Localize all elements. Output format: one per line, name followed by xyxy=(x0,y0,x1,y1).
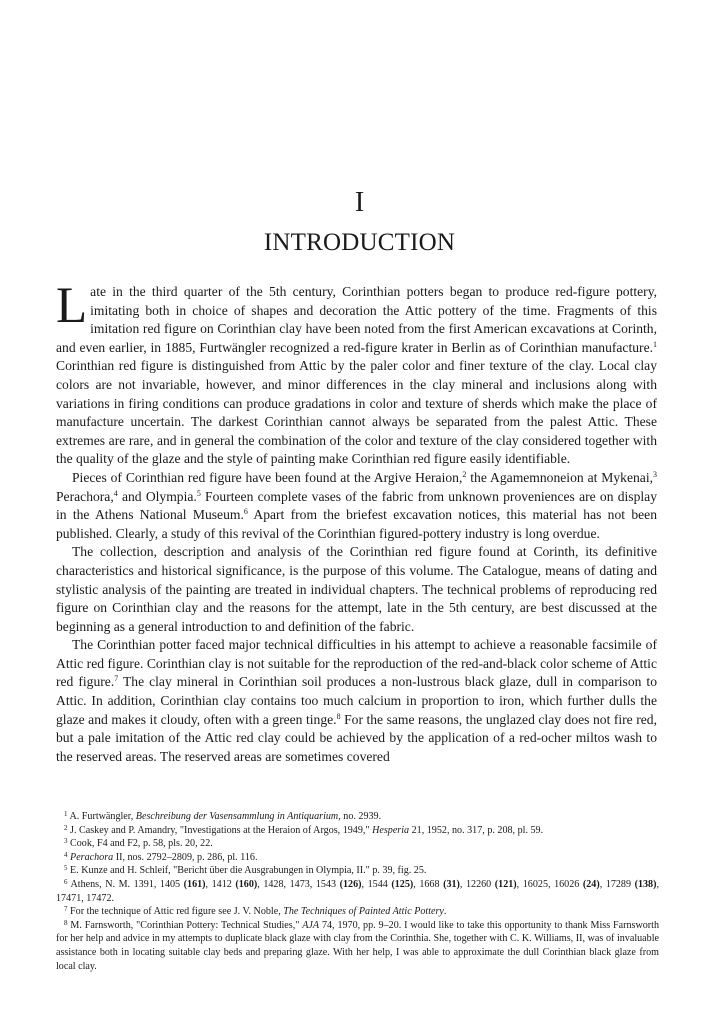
footnote-number: 2 xyxy=(64,823,68,832)
footnote-italic: Perachora xyxy=(70,851,114,863)
paragraph xyxy=(56,543,657,636)
footnote-number: 5 xyxy=(64,864,68,873)
paragraph-text: The collection, description and analysis of the Corinthian red figure found at Corinth, its definitive characteristics and historical significance, is the purpose of this volume. The Catalogue, means of dating and stylistic analysis of the painting are treated in individual chapters. The technical problems of reproducing red figure on Corinthian clay and the reasons for the attempt, late in the 5th century, are best discussed at the beginning as a general introduction to and definition of the fabric. xyxy=(56,544,657,634)
paragraph-text: Corinthian red figure is distinguished from Attic by the paler color and finer texture of the clay. Local clay colors are not invariable, however, and minor differences in the clay mineral and inclusions along with variations in firing conditions can produce gradations in color and texture of sherds which make the place of manufacture uncertain. The darkest Corinthian cannot always be separated from the palest Attic. These extremes are rare, and in general the combination of the color and texture of the clay considered together with the quality of the glaze and the style of painting make Corinthian red figure easily identifiable. xyxy=(56,358,657,467)
footnote-ref: 6 xyxy=(243,507,248,517)
footnote-text: Cook, F4 and F2, p. 58, pls. 20, 22. xyxy=(70,838,213,850)
footnote-italic: Beschreibung der Vasensammlung in Antiquarium xyxy=(135,811,339,822)
footnote-ref: 8 xyxy=(336,711,341,721)
footnote-text: , 16025, 16026 xyxy=(516,878,583,890)
footnote-text: , 1428, 1473, 1543 xyxy=(257,878,340,890)
footnote xyxy=(56,810,659,824)
footnote-ref: 1 xyxy=(653,339,657,349)
footnote-ref: 7 xyxy=(114,674,119,684)
footnote-bold: (31) xyxy=(443,878,460,890)
footnote-text: For the technique of Attic red figure see J. V. Noble, xyxy=(70,906,284,918)
footnote xyxy=(56,905,659,919)
footnote-number: 3 xyxy=(64,837,68,846)
footnote-number: 7 xyxy=(64,905,68,914)
paragraph-text: Pieces of Corinthian red figure have been found at the Argive Heraion, xyxy=(72,469,463,485)
footnote-text: , 1412 xyxy=(205,878,236,890)
paragraph-text: The clay mineral in Corinthian soil produces a non-lustrous black glaze, dull in comparison to Attic. In addition, Corinthian clay contains too much calcium in proportion to iron, which further dulls the glaze and makes it cloudy, often with a green tinge. xyxy=(56,674,657,727)
chapter-number: I xyxy=(354,187,365,218)
footnote-number: 1 xyxy=(64,810,68,818)
footnote-italic: The Techniques of Painted Attic Pottery xyxy=(283,906,444,918)
footnote-bold: (125) xyxy=(391,878,414,890)
footnote-number: 8 xyxy=(64,918,68,927)
footnote-text: J. Caskey and P. Amandry, "Investigations at the Heraion of Argos, 1949," xyxy=(70,824,373,836)
footnote-text: , 1668 xyxy=(413,878,444,890)
paragraph-text: For the same reasons, the unglazed clay does not fire red, but a pale imitation of the Attic red clay could be achieved by the application of a red-ocher miltos wash to the reserved areas. The reserved areas are sometimes covered xyxy=(56,711,657,764)
footnote-text: , 17289 xyxy=(599,878,635,890)
footnote-number: 4 xyxy=(64,850,68,859)
footnote-italic: Hesperia xyxy=(372,824,410,836)
footnote-text: . xyxy=(443,906,447,918)
footnote-ref: 5 xyxy=(196,488,201,498)
footnote-text: , no. 2939. xyxy=(338,811,382,822)
footnote-bold: (24) xyxy=(582,878,600,890)
footnote-text: A. Furtwängler, xyxy=(69,811,136,822)
footnote xyxy=(56,864,659,878)
footnote-text: , 12260 xyxy=(459,878,495,890)
footnote-text: Athens, N. M. 1391, 1405 xyxy=(70,878,184,890)
footnote-text: , 17471, 17472. xyxy=(56,878,659,904)
footnote-ref: 4 xyxy=(113,488,118,498)
paragraph-text: and Olympia. xyxy=(117,488,197,504)
footnote-text: 74, 1970, pp. 9–20. I would like to take this opportunity to thank Miss Farnsworth for her help and advice in my attempts to duplicate black glaze with clay from the Corinthia. She, together with C. K. Williams, II, was of invaluable assistance both in locating suitable clay beds and preparing glaze. With her help, I was able to approximate the dull Corinthian black glaze from local clay. xyxy=(56,919,659,972)
footnote xyxy=(56,851,659,865)
footnote xyxy=(56,824,659,838)
footnote-text: E. Kunze and H. Schleif, "Bericht über die Ausgrabungen in Olympia, II." p. 39, fig. 25. xyxy=(70,865,427,877)
footnote-bold: (126) xyxy=(339,878,362,890)
footnote-number: 6 xyxy=(64,877,68,886)
footnote xyxy=(56,878,659,905)
footnote-italic: AJA xyxy=(302,919,320,931)
footnote-bold: (138) xyxy=(634,878,657,890)
drop-cap: L xyxy=(56,278,88,334)
paragraph-text: Apart from the briefest excavation notices, this material has not been published. Clearly, a study of this revival of the Corinthian figured-pottery industry is long overdue. xyxy=(56,507,657,541)
footnote-text: M. Farnsworth, "Corinthian Pottery: Technical Studies," xyxy=(70,919,303,931)
paragraph xyxy=(56,469,657,543)
footnote-ref: 2 xyxy=(462,469,467,479)
paragraph-text: Perachora, xyxy=(56,488,114,504)
paragraph-text: ate in the third quarter of the 5th century, Corinthian potters began to produce red-figure pottery, imitating both in choice of shapes and decoration the Attic pottery of the time. Fragments of this imitation red figure on Corinthian clay have been noted from the first American excavations at Corinth, and even earlier, in 1885, Furtwängler recognized a red-figure krater in Berlin as of Corinthian manufacture. xyxy=(56,284,657,355)
footnote xyxy=(56,837,659,851)
footnote xyxy=(56,919,659,973)
footnote-bold: (160) xyxy=(235,878,258,890)
footnote-text: II, nos. 2792–2809, p. 286, pl. 116. xyxy=(113,851,258,863)
footnote-bold: (121) xyxy=(494,878,517,890)
paragraph xyxy=(56,278,657,469)
footnotes xyxy=(56,810,659,973)
body-text xyxy=(56,278,658,766)
paragraph-text: Fourteen complete vases of the fabric from unknown proveniences are on display in the Athens National Museum. xyxy=(56,488,657,523)
paragraph xyxy=(56,636,657,766)
footnote-bold: (161) xyxy=(183,878,206,890)
footnote-text: , 1544 xyxy=(361,878,392,890)
paragraph-text: the Agamemnoneion at Mykenai, xyxy=(466,469,654,485)
footnote-text: 21, 1952, no. 317, p. 208, pl. 59. xyxy=(409,824,544,836)
footnote-ref: 3 xyxy=(653,469,658,479)
chapter-title: INTRODUCTION xyxy=(263,229,456,256)
paragraph-text: The Corinthian potter faced major technical difficulties in his attempt to achieve a reasonable facsimile of Attic red figure. Corinthian clay is not suitable for the reproduction of the red-and-black color scheme of Attic red figure. xyxy=(56,637,657,690)
